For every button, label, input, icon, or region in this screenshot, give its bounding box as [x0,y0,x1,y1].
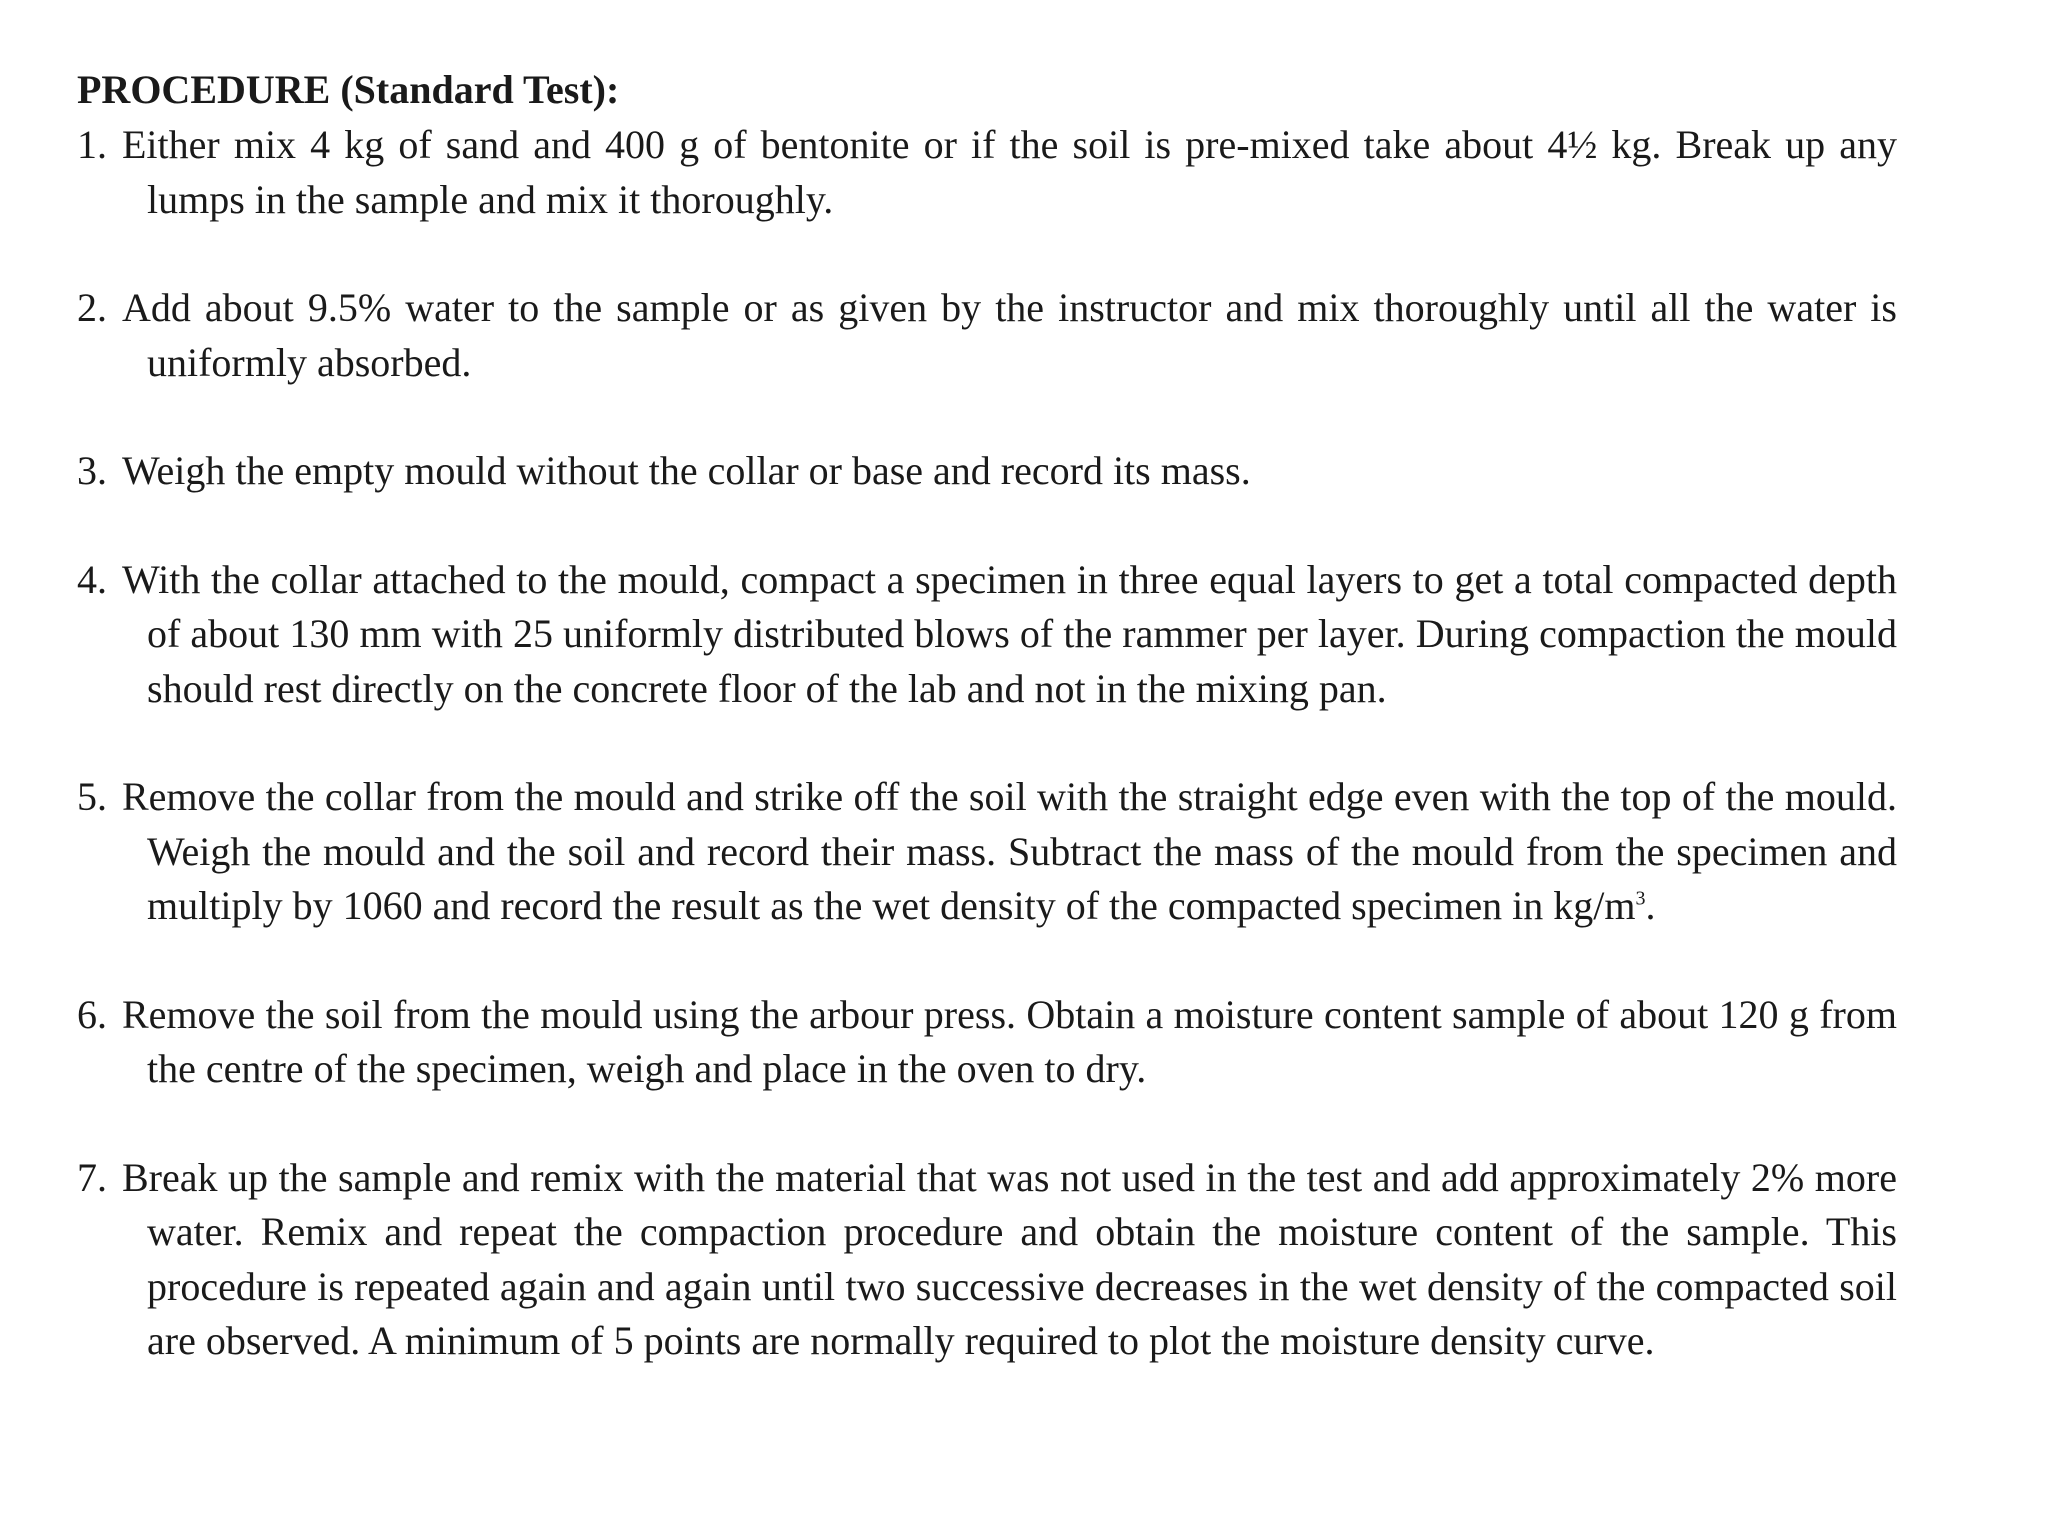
step-number: 2. [77,285,107,330]
step-number: 4. [77,556,107,602]
step-text: Remove the collar from the mould and strike off the soil with the straight edge even with the top of the mould. Weigh the mould and the soil and record their mass. Subtract the mass of the mould from the specimen and multiply by 1060 and record the result as the wet density of the compacted specimen in kg/m [122,774,1897,928]
procedure-step-5 [77,770,1897,934]
procedure-step-4 [77,553,1897,717]
step-number: 1. [77,122,107,167]
step-text: Either mix 4 kg of sand and 400 g of bentonite or if the soil is pre-mixed take about 4½ kg. Break up any lumps in the sample and mix it thoroughly. [122,122,1897,222]
procedure-step-1 [77,118,1897,227]
step-number: 5. [77,774,107,819]
step-number: 6. [77,991,107,1037]
step-number: 3. [77,448,107,493]
procedure-step-6 [77,988,1897,1097]
procedure-step-3 [77,444,1897,499]
procedure-heading: PROCEDURE (Standard Test): [77,67,620,112]
document-page [77,62,1897,1369]
superscript-exponent: 3 [1635,887,1646,910]
procedure-step-2 [77,281,1897,390]
procedure-step-7 [77,1151,1897,1369]
step-text: Remove the soil from the mould using the arbour press. Obtain a moisture content sample of about 120 g from the centre of the specimen, weigh and place in the oven to dry. [122,991,1897,1091]
step-text: Add about 9.5% water to the sample or as given by the instructor and mix thoroughly until all the water is uniformly absorbed. [122,285,1897,385]
step-text-tail: . [1645,883,1656,928]
step-text: Weigh the empty mould without the collar or base and record its mass. [122,448,1251,493]
step-text: Break up the sample and remix with the material that was not used in the test and add approximately 2% more water. Remix and repeat the compaction procedure and obtain the moisture content of the sample. This procedure is repeated again and again until two successive decreases in the wet density of the compacted soil are observed. A minimum of 5 points are normally required to plot the moisture density curve. [122,1154,1897,1363]
step-number: 7. [77,1154,107,1200]
step-text: With the collar attached to the mould, compact a specimen in three equal layers to get a total compacted depth of about 130 mm with 25 uniformly distributed blows of the rammer per layer. During compaction the mould should rest directly on the concrete floor of the lab and not in the mixing pan. [122,556,1897,711]
